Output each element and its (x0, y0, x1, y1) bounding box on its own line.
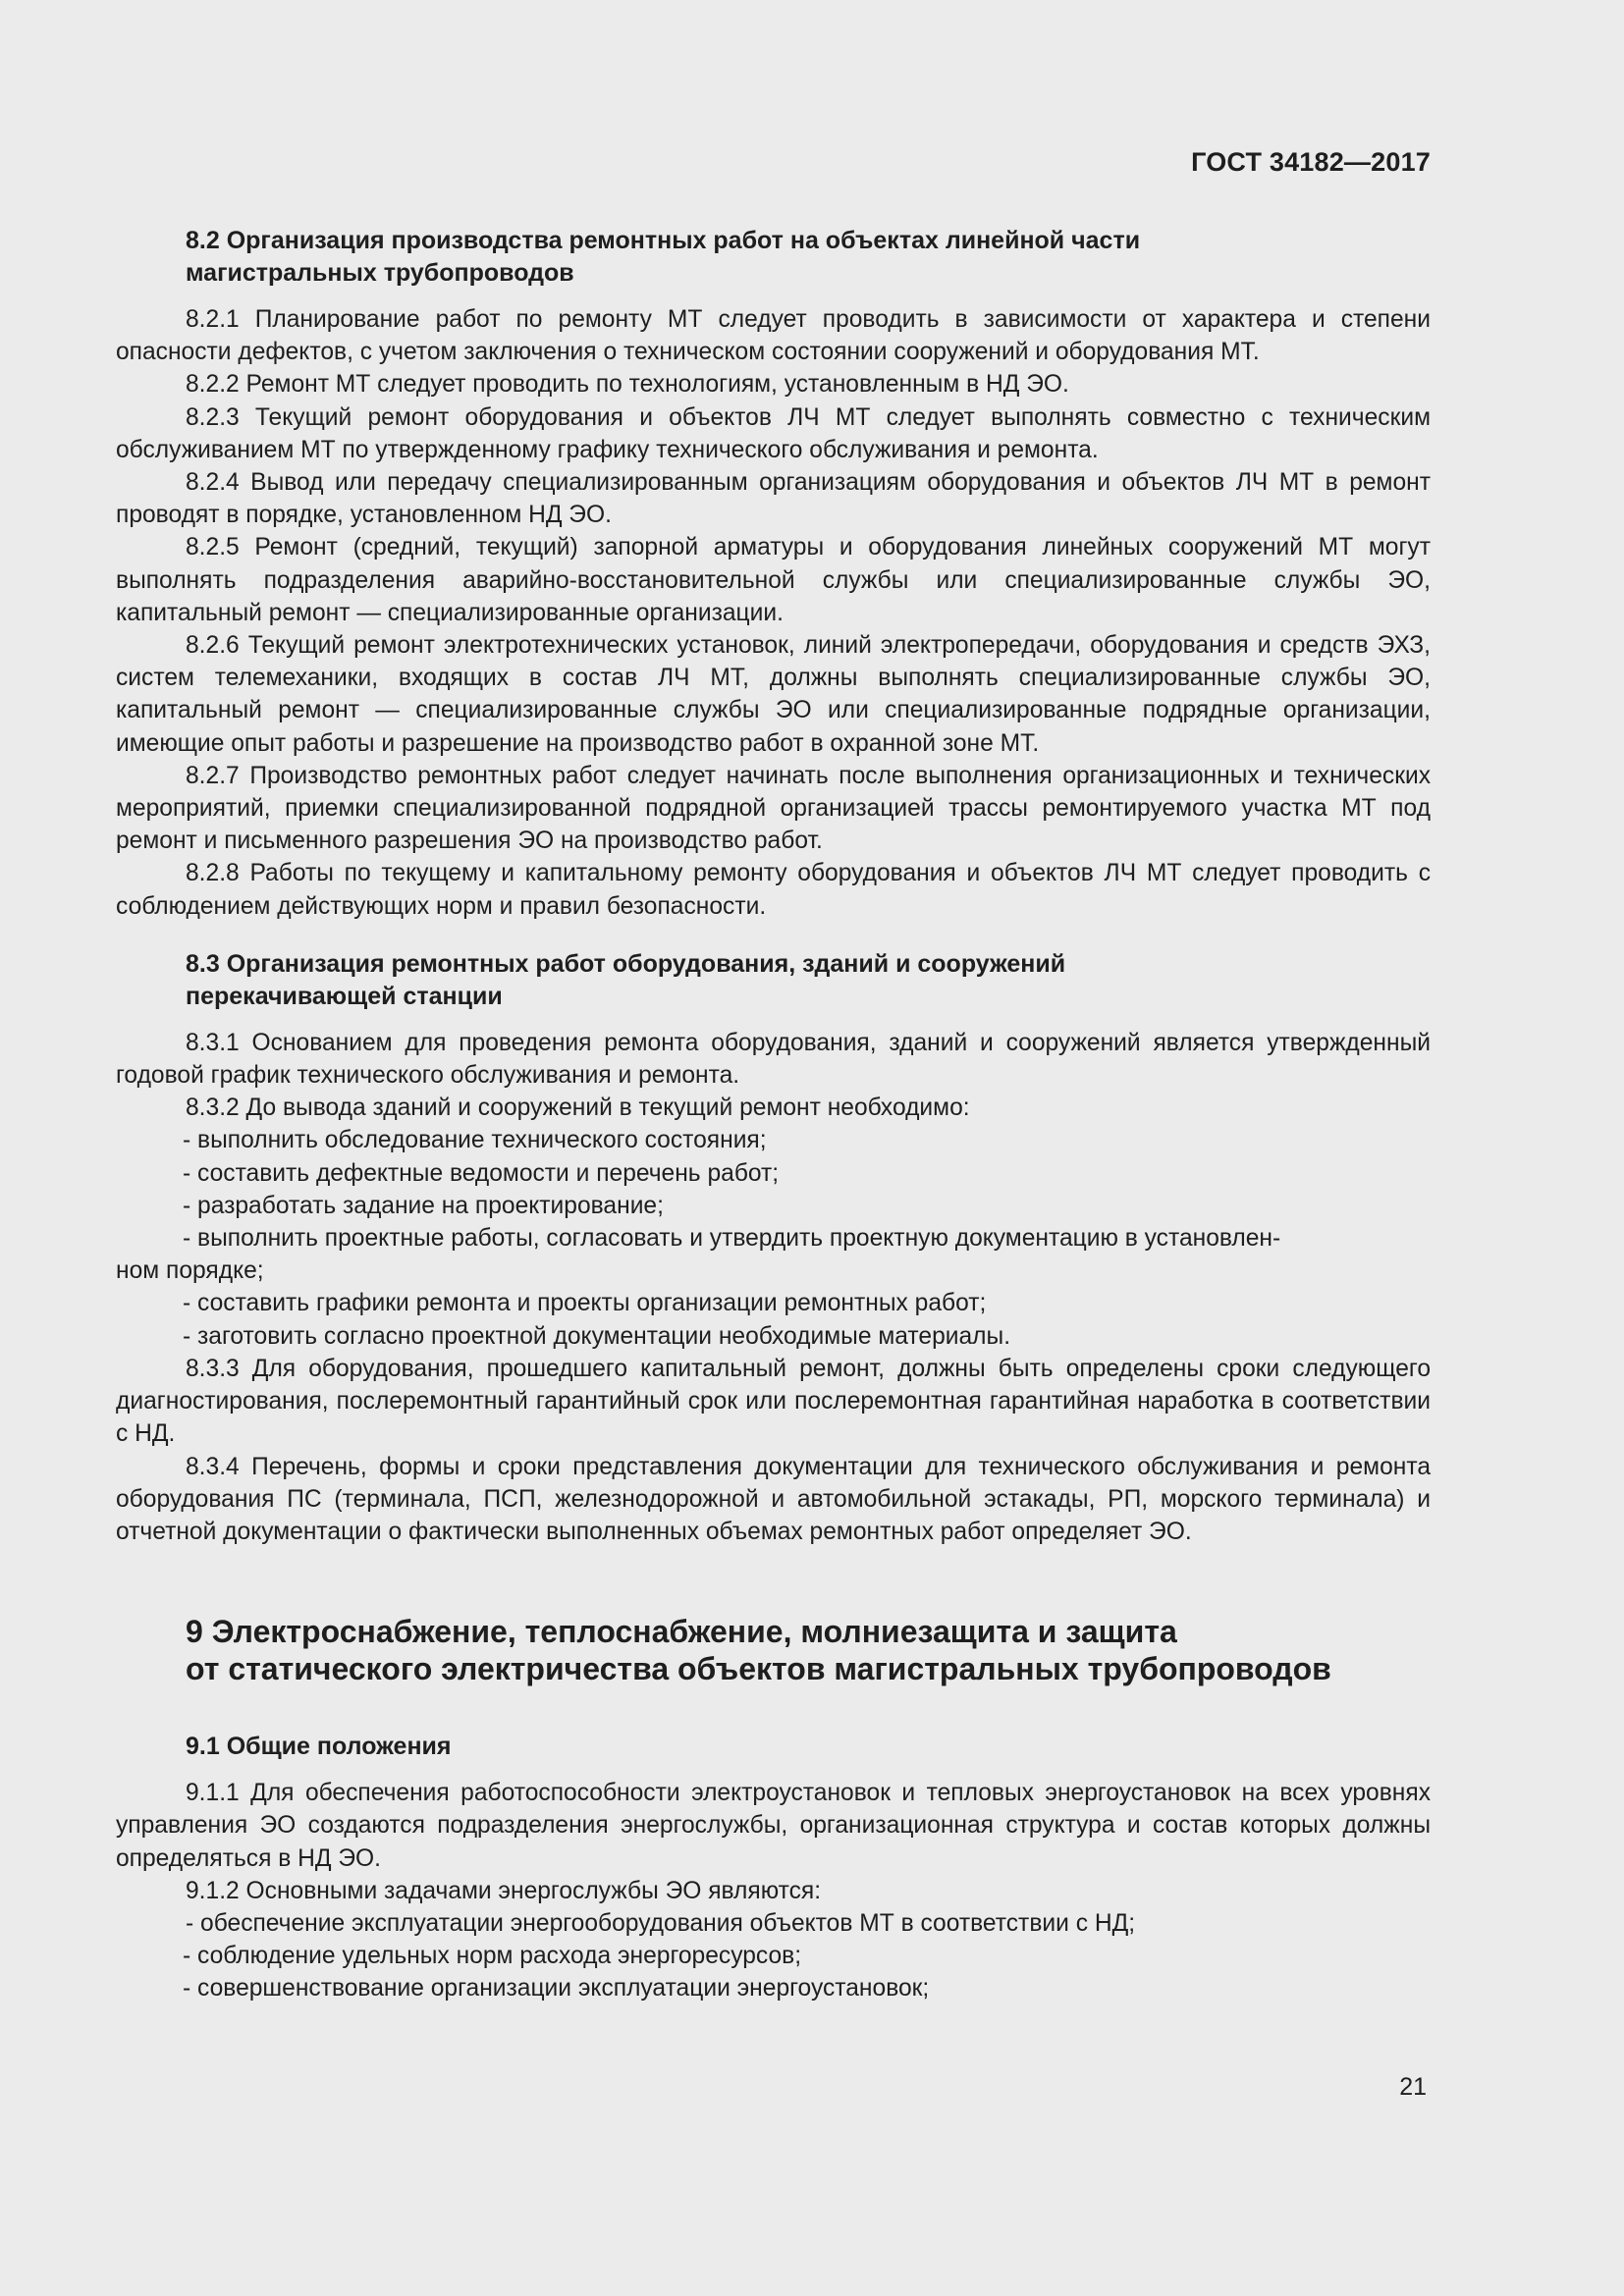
heading-line: 9.1 Общие положения (186, 1733, 452, 1761)
paragraph-8-3-2: 8.3.2 До вывода зданий и сооружений в текущий ремонт необходимо: (186, 1095, 970, 1122)
list-item-text: - обеспечение эксплуатации энергооборудования объектов МТ в соответствии с НД; (186, 1909, 1136, 1937)
paragraph-8-2-4: 8.2.4 Вывод или передачу специализированным организациям оборудования и объектов ЛЧ МТ в ремонт проводят в порядке, установленном НД ЭО. (116, 469, 1431, 529)
paragraph-8-2-8: 8.2.8 Работы по текущему и капитальному ремонту оборудования и объектов ЛЧ МТ следует проводить с соблюдением действующих норм и правил безопасности. (116, 860, 1431, 920)
heading-line: 8.2 Организация производства ремонтных работ на объектах линейной части (186, 227, 1141, 254)
paragraph-8-3-1: 8.3.1 Основанием для проведения ремонта оборудования, зданий и сооружений является утвержденный годовой график технического обслуживания и ремонта. (116, 1029, 1431, 1090)
document-code: ГОСТ 34182—2017 (1191, 147, 1431, 177)
list-item: - составить дефектные ведомости и перечень работ; (183, 1159, 780, 1187)
paragraph-9-1-1: 9.1.1 Для обеспечения работоспособности электроустановок и тепловых энергоустановок на всех уровнях управления ЭО создаются подразделения энергослужбы, организационная структура и состав которых должны определяться в НД ЭО. (116, 1780, 1431, 1872)
paragraph-8-2-5: 8.2.5 Ремонт (средний, текущий) запорной арматуры и оборудования линейных сооружений МТ могут выполнять подразделения аварийно-восстановительной службы или специализированные службы ЭО, капитальный ремонт — специализированные организации. (116, 534, 1431, 626)
heading-line: перекачивающей станции (186, 982, 503, 1010)
list-item-continuation: ном порядке; (116, 1257, 264, 1285)
paragraph-8-2-1: 8.2.1 Планирование работ по ремонту МТ следует проводить в зависимости от характера и степени опасности дефектов, с учетом заключения о техническом состоянии сооружений и оборудования МТ. (116, 306, 1431, 366)
section-heading-8-3 (116, 948, 1431, 1013)
list-item (116, 1907, 1431, 1940)
list-item: - выполнить проектные работы, согласовать и утвердить проектную документацию в установлен- (183, 1225, 1281, 1253)
paragraph-8-2-2: 8.2.2 Ремонт МТ следует проводить по технологиям, установленным в НД ЭО. (186, 371, 1069, 399)
paragraph-9-1-2: 9.1.2 Основными задачами энергослужбы ЭО являются: (186, 1877, 822, 1904)
list-item: - выполнить обследование технического состояния; (183, 1127, 767, 1154)
list-item: - соблюдение удельных норм расхода энергоресурсов; (183, 1943, 802, 1970)
page-content (116, 225, 1431, 2005)
list-item: - совершенствование организации эксплуатации энергоустановок; (183, 1975, 930, 2002)
list-item: - составить графики ремонта и проекты организации ремонтных работ; (183, 1290, 987, 1317)
section-heading-8-2 (116, 225, 1431, 290)
heading-line: магистральных трубопроводов (186, 259, 574, 287)
section-heading-9-1 (116, 1731, 1431, 1763)
paragraph-8-2-3: 8.2.3 Текущий ремонт оборудования и объектов ЛЧ МТ следует выполнять совместно с техническим обслуживанием МТ по утвержденному графику технического обслуживания и ремонта. (116, 403, 1431, 463)
chapter-heading-9 (116, 1613, 1431, 1687)
list-item: - разработать задание на проектирование; (183, 1192, 664, 1219)
heading-line: 8.3 Организация ремонтных работ оборудования, зданий и сооружений (186, 949, 1066, 978)
heading-line: 9 Электроснабжение, теплоснабжение, молниезащита и защита (186, 1614, 1177, 1650)
heading-line: от статического электричества объектов магистральных трубопроводов (186, 1651, 1331, 1687)
page-number: 21 (1399, 2073, 1427, 2101)
paragraph-8-3-4: 8.3.4 Перечень, формы и сроки представления документации для технического обслуживания и ремонта оборудования ПС (терминала, ПСП, железнодорожной и автомобильной эстакады, РП, морского терминала) и отчетной документации о фактически выполненных объемах ремонтных работ определяет ЭО. (116, 1453, 1431, 1545)
paragraph-8-2-6: 8.2.6 Текущий ремонт электротехнических установок, линий электропередачи, оборудования и средств ЭХЗ, систем телемеханики, входящих в состав ЛЧ МТ, должны выполнять специализированные службы ЭО, капитальный ремонт — специализированные службы ЭО или специализированные подрядные организации, имеющие опыт работы и разрешение на производство работ в охранной зоне МТ. (116, 632, 1431, 757)
paragraph-8-3-3: 8.3.3 Для оборудования, прошедшего капитальный ремонт, должны быть определены сроки следующего диагностирования, послеремонтный гарантийный срок или послеремонтная гарантийная наработка в соответствии с НД. (116, 1355, 1431, 1448)
paragraph-8-2-7: 8.2.7 Производство ремонтных работ следует начинать после выполнения организационных и технических мероприятий, приемки специализированной подрядной организацией трассы ремонтируемого участка МТ под ремонт и письменного разрешения ЭО на производство работ. (116, 762, 1431, 855)
list-item: - заготовить согласно проектной документации необходимые материалы. (183, 1322, 1011, 1350)
